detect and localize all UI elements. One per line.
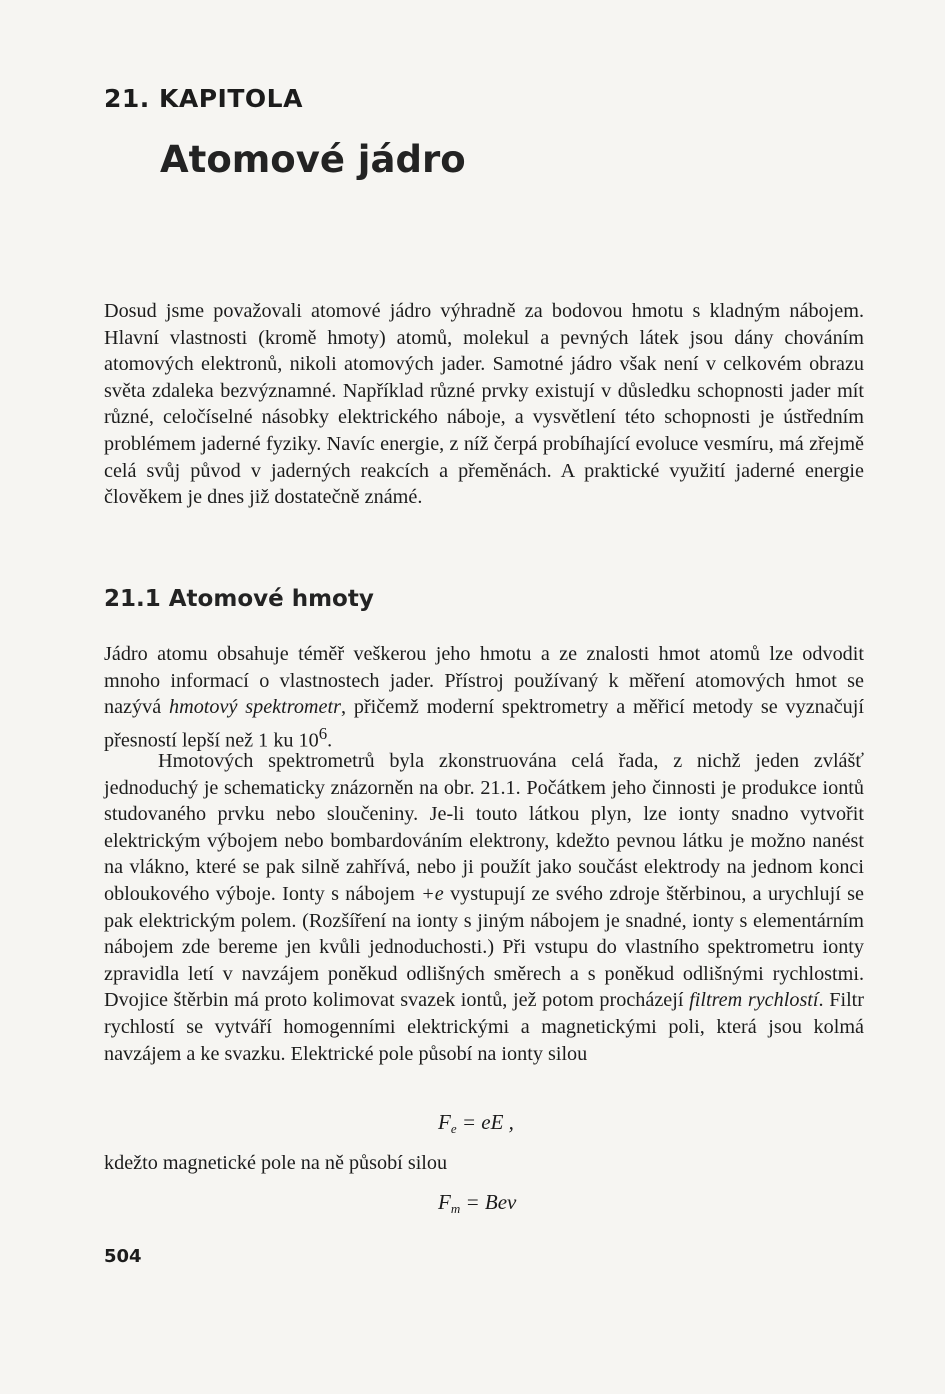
section-paragraph-3: kdežto magnetické pole na ně působí silou (104, 1152, 448, 1174)
section-heading: 21.1 Atomové hmoty (104, 586, 374, 612)
formula-subscript: e (450, 1121, 457, 1136)
section-paragraph-2 (104, 748, 864, 1067)
term-mass-spectrometer: hmotový spektrometr (169, 696, 341, 719)
chapter-title: Atomové jádro (160, 138, 466, 181)
formula-magnetic-force (438, 1190, 516, 1217)
paragraph-text: . Filtr rychlostí se vytváří homogenními elektrickými a magnetickými poli, která jsou kolmá navzájem a ke svazku. Elektrické pole působí na ionty silou (104, 989, 865, 1065)
formula-subscript: m (450, 1201, 461, 1216)
paragraph-text: Jádro atomu obsahuje téměř veškerou jeho hmotu a ze znalosti hmot atomů lze odvodit mnoho informací o vlastnostech jader. Přístroj používaný k měření atomových hmot se nazývá (104, 643, 864, 719)
formula-lhs: F (438, 1110, 451, 1134)
exponent: 6 (318, 723, 328, 743)
paragraph-text: , přičemž moderní spektrometry a měřicí metody se vyznačují přesností lepší než 1 ku 10 (104, 696, 864, 752)
formula-lhs: F (438, 1190, 451, 1214)
intro-paragraph: Dosud jsme považovali atomové jádro výhradně za bodovou hmotu s kladným nábojem. Hlavní vlastnosti (kromě hmoty) atomů, molekul a pevných látek jsou dány chováním atomových elektronů, nikoli atomových jader. Samotné jádro však není v celkovém obrazu světa zdaleka bezvýznamné. Například různé prvky existují v důsledku schopnosti jader mít různé, celočíselné násobky elektrického náboje, a vysvětlení této schopnosti je ústředním problémem jaderné fyziky. Navíc energie, z níž čerpá probíhající evoluce vesmíru, má zřejmě celá svůj původ v jaderných reakcích a přeměnách. A praktické využití jaderné energie člověkem je dnes již dostatečně známé. (104, 300, 864, 509)
page-number: 504 (104, 1246, 142, 1267)
chapter-label: 21. KAPITOLA (104, 84, 303, 113)
formula-electric-force (438, 1110, 514, 1137)
paragraph-text: . (327, 729, 333, 752)
paragraph-text: Hmotových spektrometrů byla zkonstruována celá řada, z nichž jeden zvlášť jednoduchý je schematicky znázorněn na obr. 21.1. Počátkem jeho činnosti je produkce iontů studovaného prvku nebo sloučeniny. Je-li touto látkou plyn, lze ionty snadno vytvořit elektrickým výbojem nebo bombardováním elektrony, kdežto pevnou látku je možno nanést na vlákno, které se pak silně zahřívá, nebo ji použít jako součást elektrody na jednom konci obloukového výboje. Ionty s nábojem (104, 750, 864, 905)
charge-symbol: +e (421, 882, 444, 905)
formula-rhs: = Bev (460, 1190, 517, 1214)
formula-rhs: = eE , (456, 1110, 514, 1134)
term-velocity-filter: filtrem rychlostí (689, 989, 819, 1012)
section-paragraph-1 (104, 641, 864, 754)
paragraph-text: vystupují ze svého zdroje štěrbinou, a urychlují se pak elektrickým polem. (Rozšíření na ionty s jiným nábojem je snadné, ionty s elementárním nábojem zde bereme jen kvůli jednoduchosti.) Při vstupu do vlastního spektrometru ionty zpravidla letí v navzájem poněkud odlišných směrech a s poněkud odlišnými rychlostmi. Dvojice štěrbin má proto kolimovat svazek iontů, jež potom procházejí (104, 882, 864, 1012)
